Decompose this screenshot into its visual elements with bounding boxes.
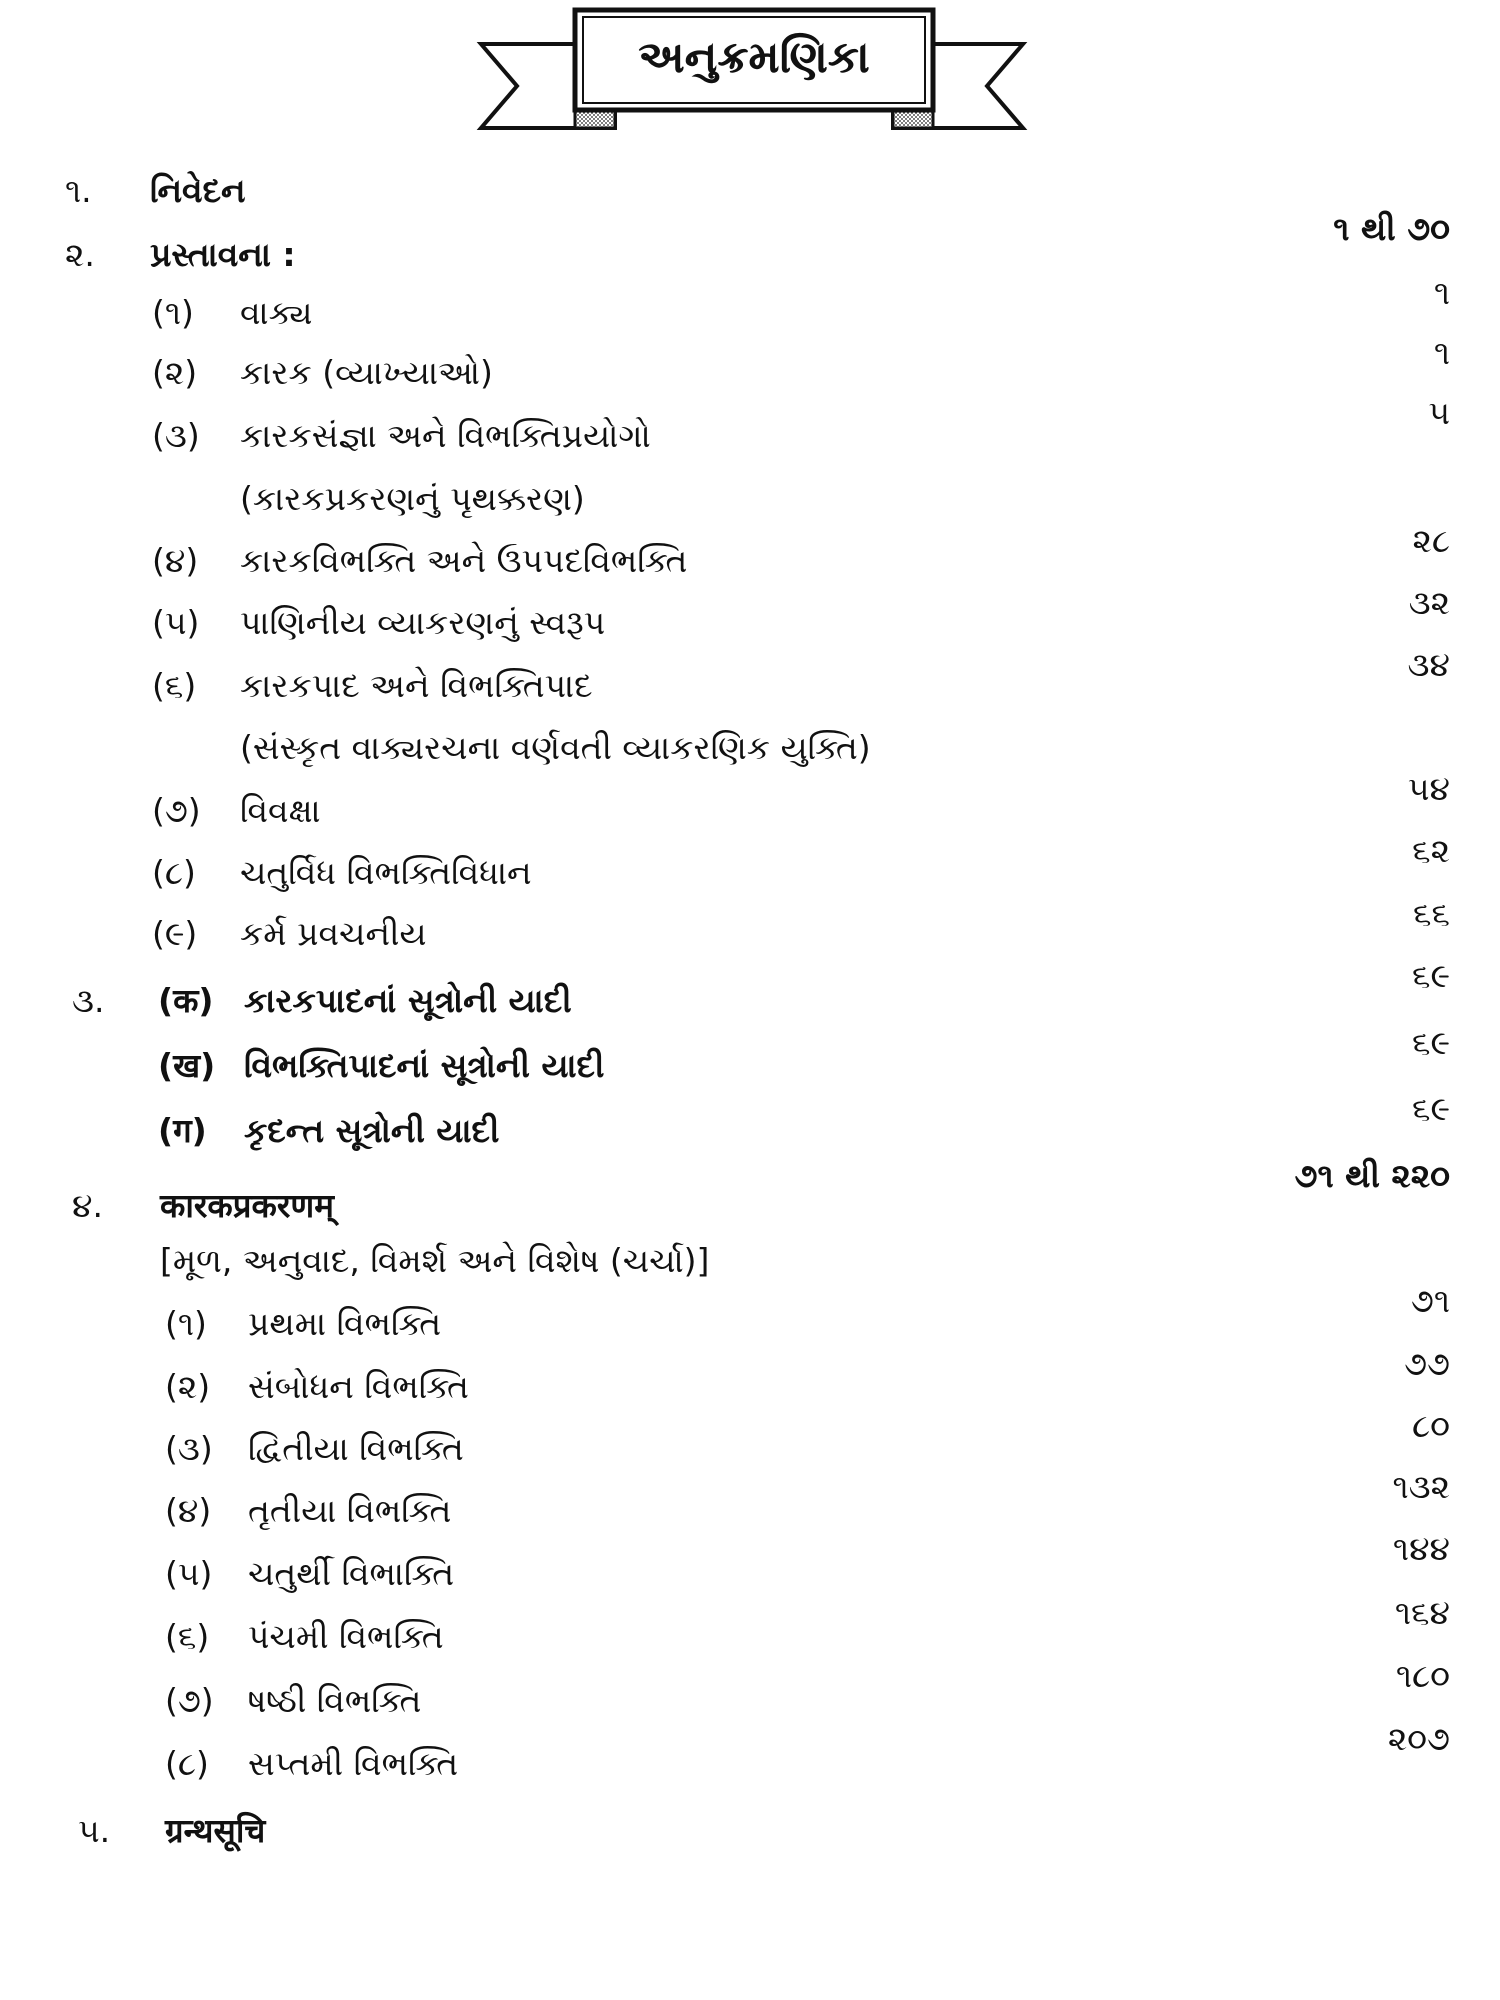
list-item-label: કારકપાદ અને વિભક્તિપાદ: [240, 666, 593, 705]
list-item-label: કારક (વ્યાખ્યાઓ): [240, 353, 493, 392]
entry-1-title: નિવેદન: [150, 171, 246, 210]
list-item-label: પાણિનીય વ્યાકરણનું સ્વરૂપ: [240, 603, 606, 642]
list-item-number: (૩): [165, 1429, 213, 1468]
entry-2-number: ૨.: [65, 235, 95, 274]
list-item-page: ૭૭: [1404, 1344, 1450, 1383]
list-item-label: તૃતીયા વિભક્તિ: [248, 1491, 452, 1530]
list-item-label: પંચમી વિભક્તિ: [248, 1617, 444, 1656]
list-item-label: સંબોધન વિભક્તિ: [248, 1367, 469, 1406]
entry-2-page-range: ૧ થી ૭૦: [1333, 209, 1450, 248]
list-item-label: પ્રથમા વિભક્તિ: [248, 1304, 442, 1343]
list-item-number: (૬): [152, 666, 197, 705]
list-item-label: વાક્ય: [240, 293, 313, 332]
page-title: અનુક્રમણિકા: [638, 32, 870, 83]
list-item-number: (૭): [152, 791, 201, 830]
list-item-number: (૪): [165, 1491, 212, 1530]
list-item-label: વિવક્ષા: [240, 791, 321, 830]
list-item-page: ૩૨: [1408, 583, 1450, 622]
list-item-label: ચતુર્વિધ વિભક્તિવિધાન: [240, 853, 532, 892]
list-item-page: ૮૦: [1411, 1406, 1450, 1445]
list-item-label: સપ્તમી વિભક્તિ: [248, 1744, 459, 1783]
list-item-page: ૧૪૪: [1392, 1529, 1450, 1568]
list-item-page: ૧: [1433, 333, 1450, 372]
list-item-number: (૭): [165, 1681, 214, 1720]
list-item-page: ૫૪: [1407, 769, 1450, 808]
entry-4-subtitle: [મૂળ, અનુવાદ, વિમર્શ અને વિશેષ (ચર્ચા)]: [160, 1241, 710, 1280]
list-item-label-continued: (કારકપ્રકરણનું પૃથક્કરણ): [240, 479, 585, 518]
list-item-page: ૩૪: [1407, 645, 1450, 684]
list-item-page: ૬૯: [1411, 956, 1450, 995]
list-item-label: કર્મ પ્રવચનીય: [240, 914, 427, 953]
list-item-number: (૧): [152, 293, 194, 332]
list-item-number: (૯): [152, 914, 198, 953]
list-item-label: વિભક્તિપાદનાં સૂત્રોની યાદી: [244, 1046, 605, 1085]
list-item-label: કારકવિભક્તિ અને ઉપપદવિભક્તિ: [240, 541, 688, 580]
list-item-page: ૭૧: [1410, 1281, 1450, 1320]
list-item-label: કારકસંજ્ઞા અને વિભક્તિપ્રયોગો: [240, 416, 651, 455]
list-item-page: ૧૩૨: [1392, 1467, 1450, 1506]
list-item-label: કૃદન્ત સૂત્રોની યાદી: [244, 1111, 500, 1150]
list-item-number: (૨): [165, 1367, 211, 1406]
list-item-label: કારકપાદનાં સૂત્રોની યાદી: [244, 981, 572, 1020]
list-item-number: (ख): [158, 1046, 216, 1085]
list-item-number: (૬): [165, 1617, 210, 1656]
entry-1-number: ૧.: [65, 171, 92, 210]
list-item-number: (૫): [165, 1554, 213, 1593]
list-item-label-continued: (સંસ્કૃત વાક્યરચના વર્ણવતી વ્યાકરણિક યુક્તિ): [240, 728, 871, 767]
list-item-label: ષષ્ઠી વિભક્તિ: [248, 1681, 422, 1720]
list-item-number: (क): [158, 981, 214, 1020]
list-item-page: ૬૬: [1413, 894, 1450, 933]
list-item-page: ૫: [1428, 393, 1450, 432]
entry-3-number: ૩.: [72, 981, 105, 1020]
list-item-number: (૨): [152, 353, 198, 392]
list-item-number: (૩): [152, 416, 200, 455]
list-item-number: (૮): [165, 1744, 209, 1783]
list-item-label: ચતુર્થી વિભાક્તિ: [248, 1554, 455, 1593]
list-item-page: ૬૯: [1411, 1023, 1450, 1062]
entry-4-title: कारकप्रकरणम्: [160, 1186, 334, 1225]
list-item-page: ૧૮૦: [1395, 1656, 1450, 1695]
list-item-page: ૬૨: [1412, 831, 1450, 870]
list-item-page: ૧: [1433, 273, 1450, 312]
list-item-number: (૧): [165, 1304, 207, 1343]
entry-4-page-range: ૭૧ થી ૨૨૦: [1294, 1156, 1450, 1195]
list-item-number: (૫): [152, 603, 200, 642]
list-item-page: ૬૯: [1411, 1089, 1450, 1128]
list-item-page: ૨૦૭: [1387, 1719, 1450, 1758]
entry-2-title: પ્રસ્તાવના :: [150, 235, 296, 274]
list-item-number: (૮): [152, 853, 196, 892]
list-item-number: (ग): [158, 1111, 207, 1150]
list-item-page: ૨૮: [1412, 521, 1450, 560]
entry-5-title: ग्रन्थसूचि: [165, 1811, 266, 1850]
list-item-page: ૧૬૪: [1394, 1593, 1450, 1632]
entry-4-number: ૪.: [72, 1186, 103, 1225]
entry-5-number: ૫.: [78, 1811, 111, 1850]
list-item-number: (૪): [152, 541, 199, 580]
title-banner: [475, 4, 1030, 130]
list-item-label: દ્વિતીયા વિભક્તિ: [248, 1429, 464, 1468]
